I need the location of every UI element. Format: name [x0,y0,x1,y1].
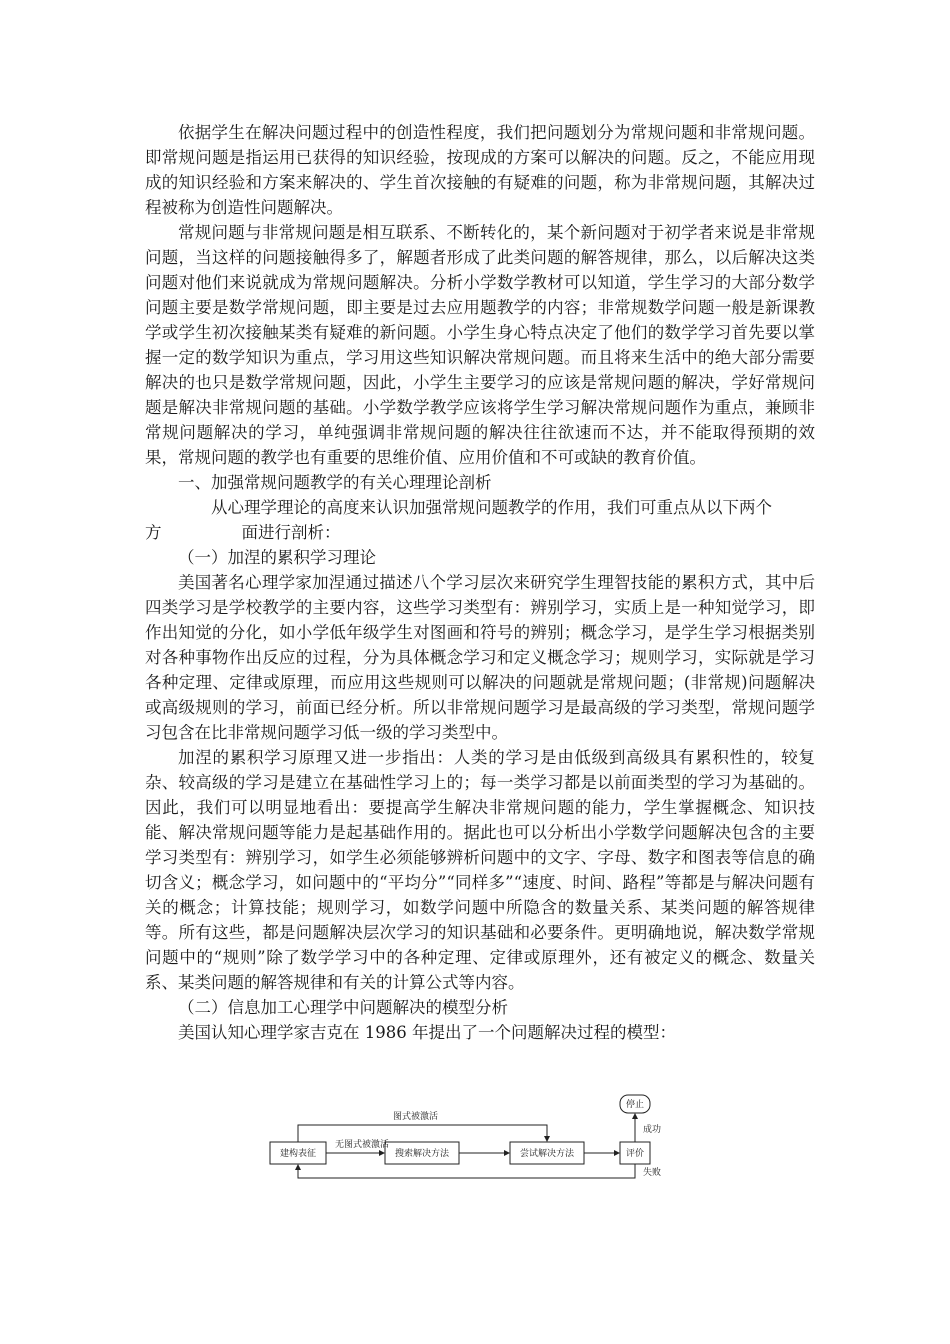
body-text [145,120,815,1045]
paragraph-3-cont [145,520,815,545]
subsection-heading-2: （二）信息加工心理学中问题解决的模型分析 [178,998,508,1017]
paragraph-1: 依据学生在解决问题过程中的创造性程度，我们把问题划分为常规问题和非常规问题。即常规问题是指运用已获得的知识经验，按现成的方案可以解决的问题。反之，不能应用现成的知识经验和方案来解决的、学生首次接触的有疑难的问题，称为非常规问题，其解决过程被称为创造性问题解决。 [145,123,815,217]
schema-activated-label: 图式被激活 [393,1112,439,1122]
paragraph-5: 加涅的累积学习原理又进一步指出：人类的学习是由低级到高级具有累积性的，较复杂、较高级的学习是建立在基础性学习上的；每一类学习都是以前面类型的学习为基础的。因此，我们可以明显地看出：要提高学生解决非常规问题的能力，学生掌握概念、知识技能、解决常规问题等能力是起基础作用的。据此也可以分析出小学数学问题解决包含的主要学习类型有：辨别学习，如学生必须能够辨析问题中的文字、字母、数字和图表等信息的确切含义；概念学习，如问题中的“平均分”“同样多”“速度、时间、路程”等都是与解决问题有关的概念；计算技能；规则学习，如数学问题中所隐含的数量关系、某类问题的解答规律等。所有这些，都是问题解决层次学习的知识基础和必要条件。更明确地说，解决数学常规问题中的“规则”除了数学学习中的各种定理、定律或原理外，还有被定义的概念、数量关系、某类问题的解答规律和有关的计算公式等内容。 [145,748,815,992]
problem-solving-model-diagram [265,1092,685,1192]
paragraph-3: 从心理学理论的高度来认识加强常规问题教学的作用，我们可重点从以下两个 [211,498,772,517]
box-evaluate-label: 评价 [625,1149,645,1159]
success-label: 成功 [643,1125,662,1135]
failure-label: 失败 [643,1168,662,1178]
no-schema-label: 无图式被激活 [335,1140,390,1150]
subsection-heading-1: （一）加涅的累积学习理论 [178,548,376,567]
paragraph-3-left: 方 [145,523,162,542]
box-search-solution-label: 搜索解决方法 [394,1149,450,1159]
box-try-solution-label: 尝试解决方法 [519,1149,575,1159]
box-construct-representation-label: 建构表征 [279,1149,317,1159]
paragraph-2: 常规问题与非常规问题是相互联系、不断转化的，某个新问题对于初学者来说是非常规问题，当这样的问题接触得多了，解题者形成了此类问题的解答规律，那么，以后解决这类问题对他们来说就成为常规问题解决。分析小学数学教材可以知道，学生学习的大部分数学问题主要是数学常规问题，即主要是过去应用题教学的内容；非常规数学问题一般是新课教学或学生初次接触某类有疑难的新问题。小学生身心特点决定了他们的数学学习首先要以掌握一定的数学知识为重点，学习用这些知识解决常规问题。而且将来生活中的绝大部分需要解决的也只是数学常规问题，因此，小学生主要学习的应该是常规问题的解决，学好常规问题是解决非常规问题的基础。小学数学教学应该将学生学习解决常规问题作为重点，兼顾非常规问题解决的学习，单纯强调非常规问题的解决往往欲速而不达，并不能取得预期的效果，常规问题的教学也有重要的思维价值、应用价值和不可或缺的教育价值。 [145,223,815,467]
box-stop-label: 停止 [625,1100,645,1110]
arrow-failure-loop [298,1164,635,1178]
paragraph-4: 美国著名心理学家加涅通过描述八个学习层次来研究学生理智技能的累积方式，其中后四类学习是学校教学的主要内容，这些学习类型有：辨别学习，实质上是一种知觉学习，即作出知觉的分化，如小学低年级学生对图画和符号的辨别；概念学习，是学生学习根据类别对各种事物作出反应的过程，分为具体概念学习和定义概念学习；规则学习，实际就是学习各种定理、定律或原理，而应用这些规则可以解决的问题就是常规问题；(非常规)问题解决或高级规则的学习，前面已经分析。所以非常规问题学习是最高级的学习类型，常规问题学习包含在比非常规问题学习低一级的学习类型中。 [145,573,815,742]
section-heading-1: 一、加强常规问题教学的有关心理理论剖析 [178,473,492,492]
paragraph-6: 美国认知心理学家吉克在 1986 年提出了一个问题解决过程的模型： [178,1023,676,1042]
paragraph-3-right: 面进行剖析： [241,523,341,542]
